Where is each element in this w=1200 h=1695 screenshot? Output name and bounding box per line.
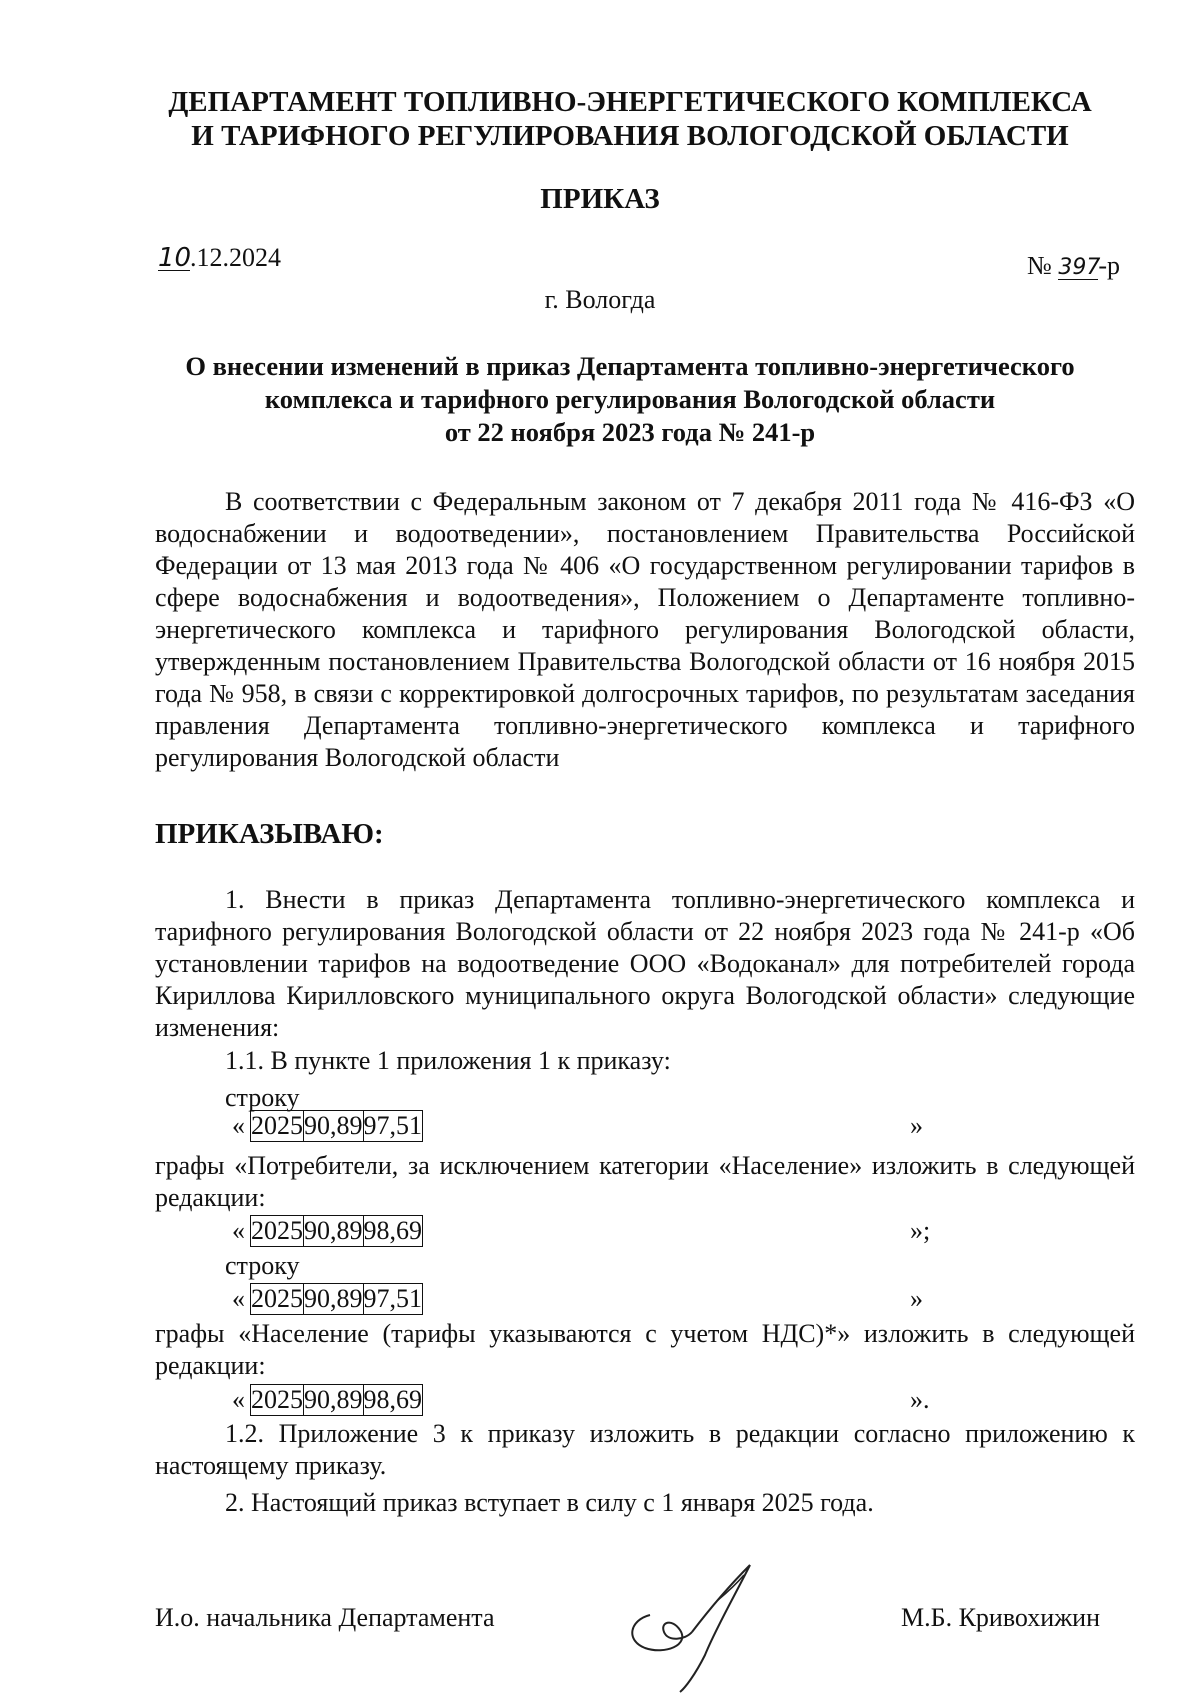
quote-open: « (232, 1385, 245, 1414)
stroku-label-1: строку (225, 1083, 300, 1112)
tariff-year: 2025 (251, 1284, 303, 1313)
prikazyvayu: ПРИКАЗЫВАЮ: (155, 818, 384, 850)
tariff-table (250, 1384, 423, 1416)
quote-close: »; (910, 1216, 931, 1245)
date-day-handwritten: 10 (158, 243, 192, 273)
heading-line-2: И ТАРИФНОГО РЕГУЛИРОВАНИЯ ВОЛОГОДСКОЙ ОБЛАСТИ (191, 120, 1069, 152)
date-rest: .12.2024 (190, 243, 281, 272)
tariff-value-1: 90,89 (304, 1385, 363, 1414)
tariff-value-1: 90,89 (304, 1284, 363, 1313)
item-2: 2. Настоящий приказ вступает в силу с 1 января 2025 года. (225, 1488, 874, 1517)
order-date (158, 243, 281, 273)
tariff-value-1: 90,89 (304, 1216, 363, 1245)
tariff-year: 2025 (251, 1385, 303, 1414)
graf-2: графы «Население (тарифы указываются с учетом НДС)*» изложить в следующей редакции: (155, 1319, 1135, 1380)
tariff-year: 2025 (251, 1111, 303, 1140)
signatory-position: И.о. начальника Департамента (155, 1603, 495, 1632)
number-handwritten: 397 (1058, 255, 1101, 280)
tariff-value-2: 97,51 (363, 1284, 422, 1313)
tariff-value-2: 98,69 (363, 1216, 422, 1245)
item-1-1: 1.1. В пункте 1 приложения 1 к приказу: (225, 1046, 671, 1075)
tariff-table (250, 1110, 423, 1142)
item-1: 1. Внести в приказ Департамента топливно-энергетического комплекса и тарифного регулирования Вологодской области от 22 ноября 2023 года № 241-р «Об установлении тарифов на водоотведение ООО «Водоканал» для потребителей города Кириллова Кирилловского муниципального округа Вологодской области» следующие изменения: (155, 885, 1135, 1042)
preamble: В соответствии с Федеральным законом от 7 декабря 2011 года № 416-ФЗ «О водоснабжении и водоотведении», постановлением Правительства Российской Федерации от 13 мая 2013 года № 406 «О государственном регулировании тарифов в сфере водоснабжения и водоотведения», Положением о Департаменте топливно-энергетического комплекса и тарифного регулирования Вологодской области, утвержденным постановлением Правительства Вологодской области от 16 ноября 2015 года № 958, в связи с корректировкой долгосрочных тарифов, по результатам заседания правления Департамента топливно-энергетического комплекса и тарифного регулирования Вологодской области (155, 487, 1135, 772)
subject-line-2: комплекса и тарифного регулирования Вологодской области (264, 384, 996, 414)
order-number (1027, 251, 1120, 281)
quote-close: » (910, 1284, 923, 1313)
heading-line-1: ДЕПАРТАМЕНТ ТОПЛИВНО-ЭНЕРГЕТИЧЕСКОГО КОМПЛЕКСА (168, 86, 1092, 118)
quote-open: « (232, 1216, 245, 1245)
tariff-value-2: 98,69 (363, 1385, 422, 1414)
number-suffix: -р (1098, 251, 1120, 280)
signatory-name: М.Б. Кривохижин (901, 1603, 1100, 1632)
order-subject (150, 350, 1110, 449)
tariff-table (250, 1283, 423, 1315)
tariff-year: 2025 (251, 1216, 303, 1245)
handwritten-signature (620, 1560, 780, 1695)
department-heading (150, 85, 1110, 153)
number-prefix: № (1027, 251, 1052, 280)
quote-close: ». (910, 1385, 930, 1414)
subject-line-1: О внесении изменений в приказ Департамента топливно-энергетического (185, 351, 1075, 381)
stroku-label-2: строку (225, 1251, 300, 1280)
graf-1: графы «Потребители, за исключением категории «Население» изложить в следующей редакции: (155, 1151, 1135, 1212)
quote-close: » (910, 1111, 923, 1140)
quote-open: « (232, 1284, 245, 1313)
quote-open: « (232, 1111, 245, 1140)
tariff-value-1: 90,89 (304, 1111, 363, 1140)
city: г. Вологда (544, 285, 656, 314)
tariff-table (250, 1215, 423, 1247)
order-title: ПРИКАЗ (540, 183, 660, 215)
tariff-value-2: 97,51 (363, 1111, 422, 1140)
subject-line-3: от 22 ноября 2023 года № 241-р (444, 417, 816, 447)
item-1-2: 1.2. Приложение 3 к приказу изложить в редакции согласно приложению к настоящему приказу. (155, 1419, 1135, 1480)
